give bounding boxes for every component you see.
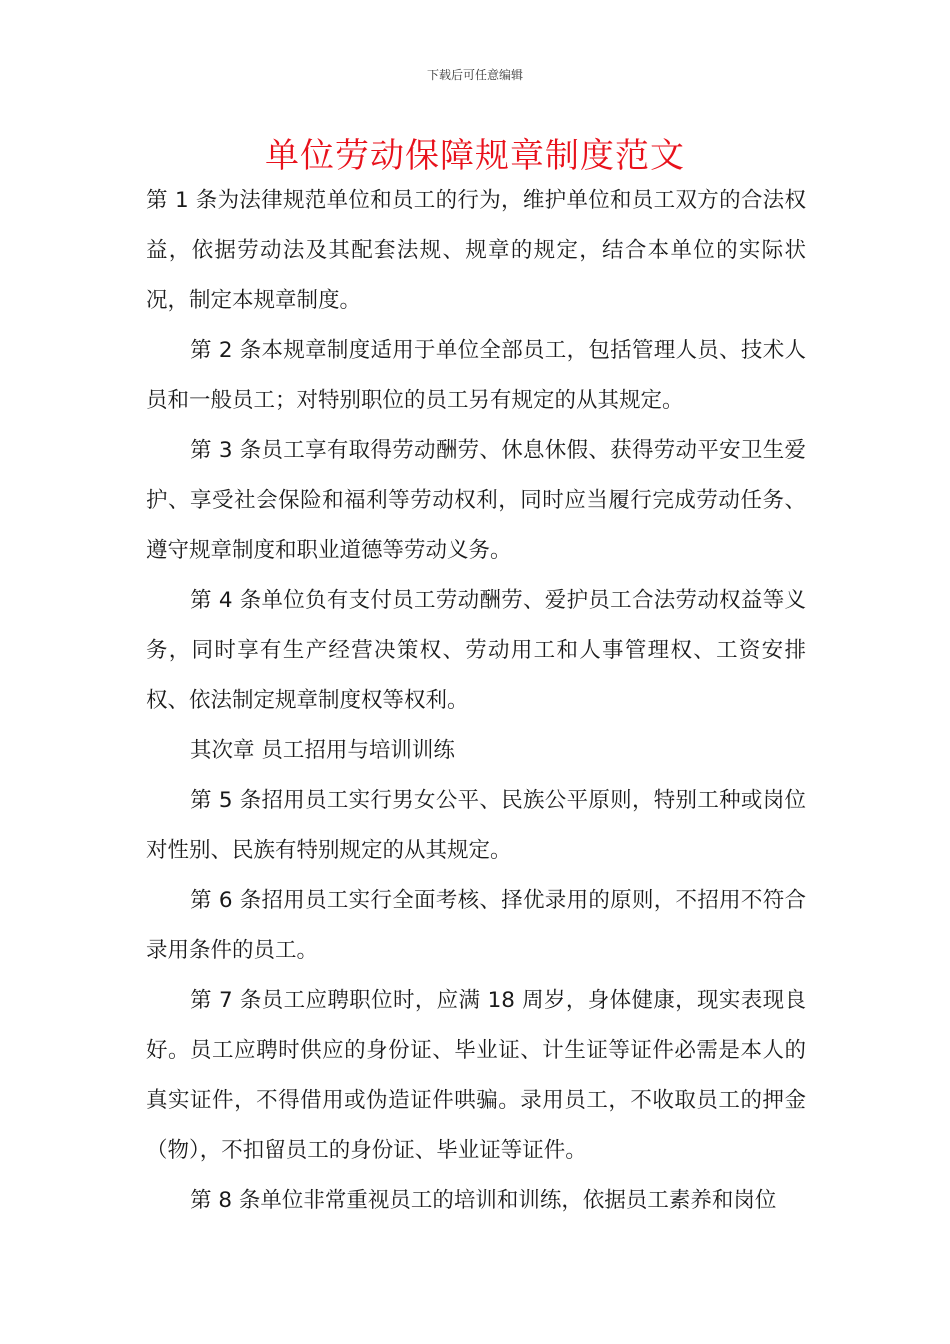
paragraph-article-8: 第 8 条单位非常重视员工的培训和训练，依据员工素养和岗位 [190,1188,777,1213]
paragraph-article-4: 第 4 条单位负有支付员工劳动酬劳、爱护员工合法劳动权益等义务，同时享有生产经营决策权、劳动用工和人事管理权、工资安排权、依法制定规章制度权等权利。 [146,588,806,713]
chapter-heading: 其次章 员工招用与培训训练 [190,738,455,763]
paragraph-article-6: 第 6 条招用员工实行全面考核、择优录用的原则，不招用不符合录用条件的员工。 [146,888,806,963]
paragraph-article-7: 第 7 条员工应聘职位时，应满 18 周岁，身体健康，现实表现良好。员工应聘时供应的身份证、毕业证、计生证等证件必需是本人的真实证件，不得借用或伪造证件哄骗。录用员工，不收取员工的押金（物），不扣留员工的身份证、毕业证等证件。 [146,988,806,1163]
document-body [146,176,806,1226]
paragraph-article-3: 第 3 条员工享有取得劳动酬劳、休息休假、获得劳动平安卫生爱护、享受社会保险和福利等劳动权利，同时应当履行完成劳动任务、遵守规章制度和职业道德等劳动义务。 [146,438,806,563]
paragraph-article-2: 第 2 条本规章制度适用于单位全部员工，包括管理人员、技术人员和一般员工；对特别职位的员工另有规定的从其规定。 [146,338,806,413]
document-title: 单位劳动保障规章制度范文 [265,136,685,176]
paragraph-article-1: 第 1 条为法律规范单位和员工的行为，维护单位和员工双方的合法权益，依据劳动法及其配套法规、规章的规定，结合本单位的实际状况，制定本规章制度。 [146,188,806,313]
header-note: 下载后可任意编辑 [426,68,523,82]
paragraph-article-5: 第 5 条招用员工实行男女公平、民族公平原则，特别工种或岗位对性别、民族有特别规定的从其规定。 [146,788,806,863]
